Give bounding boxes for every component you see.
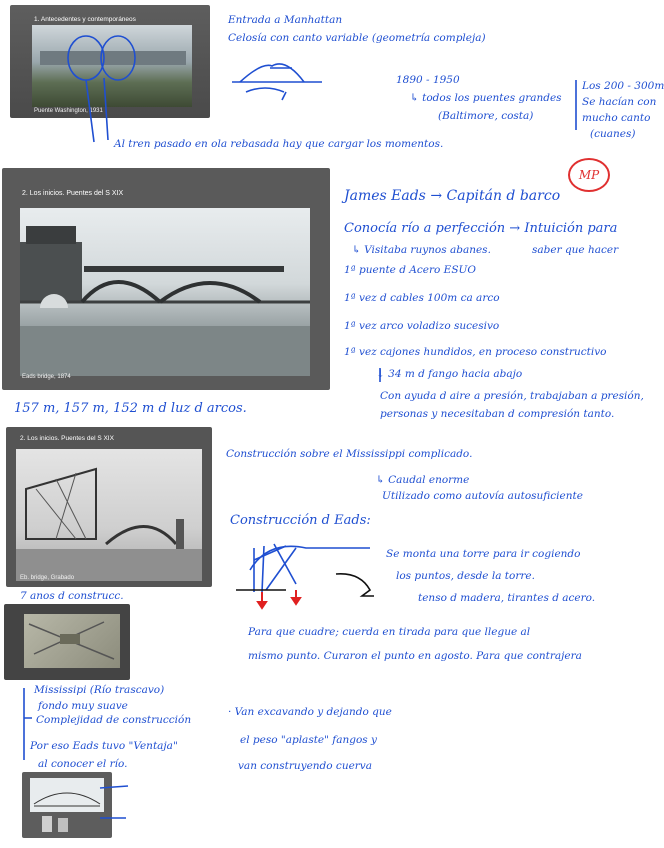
note-luz-arcos: 157 m, 157 m, 152 m d luz d arcos. [14, 401, 247, 416]
note-autovia: Utilizado como autovía autosuficiente [382, 490, 583, 502]
note-agosto: mismo punto. Curaron el punto en agosto. Para que contrajera [248, 650, 582, 662]
note-200: Los 200 - 300m [582, 80, 664, 92]
note-complejidad: Complejidad de construcción [36, 714, 192, 726]
note-torre: Se monta una torre para ir cogiendo [386, 548, 581, 560]
note-siete-anos: 7 anos d construcc. [20, 590, 124, 602]
note-cuerva: van construyendo cuerva [238, 760, 373, 772]
note-caudal: ↳ Caudal enorme [376, 474, 470, 486]
note-celosia: Celosía con canto variable (geometría compleja) [228, 32, 486, 44]
slide-1-caption: Puente Washington, 1931 [34, 108, 103, 114]
note-rio: Mississipi (Río trascavo) [34, 684, 165, 696]
slide-2-title: 2. Los inicios. Puentes del S XIX [22, 190, 124, 197]
note-construccion-eads: Construcción d Eads: [230, 513, 371, 528]
note-cuadre: Para que cuadre; cuerda en tirada para que llegue al [248, 626, 531, 638]
note-cajones: 1ª vez cajones hundidos, en proceso constructivo [344, 346, 607, 358]
note-excavando: · Van excavando y dejando que [228, 706, 392, 718]
note-primer-puente: 1ª puente d Acero ESUO [344, 264, 476, 276]
note-peso: el peso "aplaste" fangos y [240, 734, 377, 746]
slide-1-title: 1. Antecedentes y contemporáneos [34, 16, 136, 23]
note-cables: 1ª vez d cables 100m ca arco [344, 292, 500, 304]
slide-2-caption: Eads bridge, 1874 [22, 374, 71, 380]
note-ventaja: Por eso Eads tuvo "Ventaja" [30, 740, 178, 752]
note-personas: personas y necesitaban d compresión tanto. [380, 408, 615, 420]
note-todos: ↳ todos los puentes grandes [410, 92, 562, 104]
note-entrada: Entrada a Manhattan [228, 14, 343, 26]
note-mississippi: Construcción sobre el Mississippi complicado. [226, 448, 473, 460]
note-hacian: Se hacían con [582, 96, 657, 108]
note-cuanes: (cuanes) [590, 128, 636, 140]
note-tren: Al tren pasado en ola rebasada hay que cargar los momentos. [114, 138, 444, 150]
note-baltimore: (Baltimore, costa) [438, 110, 534, 122]
note-conocer-rio: al conocer el río. [38, 758, 128, 770]
note-james-eads: James Eads → Capitán d barco [344, 188, 561, 204]
note-madera: tenso d madera, tirantes d acero. [418, 592, 596, 604]
note-canto: mucho canto [582, 112, 651, 124]
note-puntos: los puntos, desde la torre. [396, 570, 535, 582]
mp-stamp: MP [568, 158, 610, 192]
note-voladizo: 1ª vez arco voladizo sucesivo [344, 320, 500, 332]
note-saber: saber que hacer [532, 244, 619, 256]
note-years: 1890 - 1950 [396, 74, 460, 86]
slide-3-title: 2. Los inicios. Puentes del S XIX [20, 435, 114, 442]
note-aire: Con ayuda d aire a presión, trabajaban a presión, [380, 390, 644, 402]
note-conocia: Conocía río a perfección → Intuición para [344, 221, 618, 236]
slide-3-caption: Eb. bridge, Grabado [20, 575, 75, 581]
note-fondo: fondo muy suave [38, 700, 128, 712]
note-fango: ↓ 34 m d fango hacia abajo [376, 368, 523, 380]
note-visitaba: ↳ Visitaba ruynos abanes. [352, 244, 491, 256]
